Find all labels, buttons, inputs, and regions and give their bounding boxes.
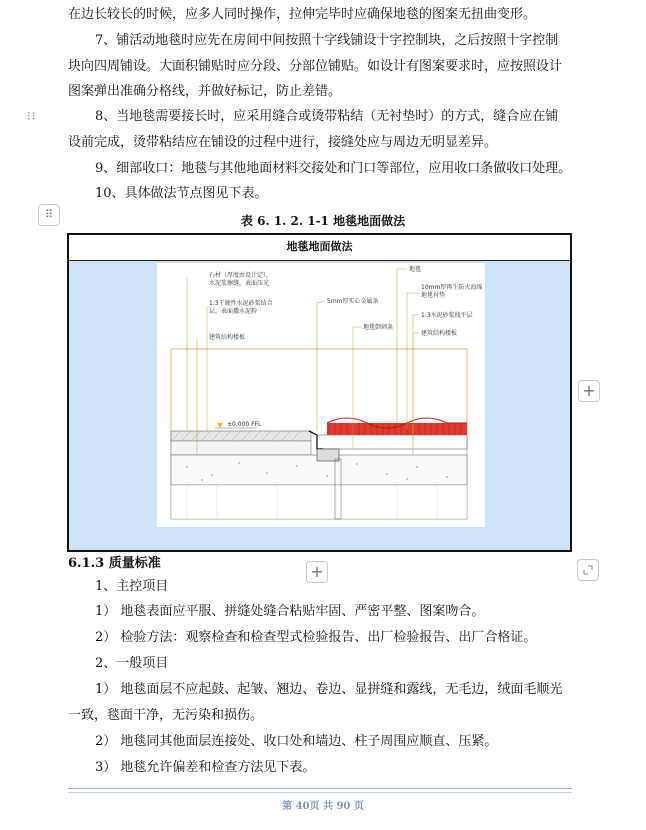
general-item-1-cont: 一致，毯面干净，无污染和损伤。 bbox=[68, 708, 264, 723]
mortar-layer bbox=[171, 441, 311, 455]
general-item-3: 3） 地毯允许偏差和检查方法见下表。 bbox=[95, 760, 316, 775]
block-grid-icon[interactable]: ⠿ bbox=[38, 204, 60, 226]
label-tack-strip: 地毯倒刺条 bbox=[363, 324, 394, 331]
general-item-2: 2） 地毯同其他面层连接处、收口处和墙边、柱子周围应顺直、压紧。 bbox=[95, 734, 498, 749]
label-mortar: 1:3干硬性水泥砂浆结合 bbox=[209, 300, 273, 307]
general-item-1: 1） 地毯面层不应起鼓、起皱、翘边、卷边、显拼缝和露线，无毛边，绒面毛顺光 bbox=[95, 682, 563, 697]
main-items-heading: 1、主控项目 bbox=[95, 579, 169, 594]
add-right-button[interactable]: + bbox=[578, 380, 600, 402]
label-pad: 10mm厚再生防火海绵 bbox=[421, 284, 483, 291]
footer-rule-2 bbox=[68, 792, 572, 793]
label-slab-left: 建筑结构楼板 bbox=[209, 334, 246, 341]
main-item-2: 2） 检验方法：观察检查和检查型式检验报告、出厂检验报告、出厂合格证。 bbox=[95, 630, 537, 645]
paragraph-continuation: 在边长较长的时候，应多人同时操作，拉伸完毕时应确保地毯的图案无扭曲变形。 bbox=[68, 7, 537, 22]
paragraph-9: 9、细部收口：地毯与其他地面材料交接处和门口等部位，应用收口条做收口处理。 bbox=[95, 161, 572, 176]
label-stone: 石材（厚度由设计定）， bbox=[209, 272, 273, 279]
paragraph-10: 10、具体做法节点图见下表。 bbox=[95, 186, 268, 201]
paragraph-8-line-2: 设前完成，烫带粘结应在铺设的过程中进行，接缝处应与周边无明显差异。 bbox=[68, 135, 498, 150]
paragraph-7-line-3: 图案弹出准确分格线，并做好标记，防止差错。 bbox=[68, 84, 342, 99]
label-mortar-2: 层，表面撒水泥粉 bbox=[209, 308, 258, 315]
stone-layer bbox=[171, 431, 311, 441]
floor-section-diagram bbox=[157, 263, 485, 527]
table-caption: 表 6. 1. 2. 1-1 地毯地面做法 bbox=[240, 214, 406, 228]
main-item-1: 1） 地毯表面应平服、拼缝处缝合粘贴牢固、严密平整、图案吻合。 bbox=[95, 604, 485, 619]
carpet-red bbox=[327, 423, 467, 435]
ffl-label: ±0.000 FFL bbox=[227, 421, 262, 428]
resize-corner-icon[interactable] bbox=[577, 559, 599, 581]
general-items-heading: 2、一般项目 bbox=[95, 656, 169, 671]
page-number: 第 40页 共 90 页 bbox=[282, 801, 364, 812]
label-metal-strip: 5mm厚实心金属条 bbox=[327, 298, 379, 305]
label-leveling: 1:3水泥砂浆找平层 bbox=[421, 312, 473, 319]
lower-slab bbox=[171, 485, 467, 519]
label-carpet: 地毯 bbox=[409, 266, 422, 273]
paragraph-8-line-1: 8、当地毯需要接长时，应采用缝合或烫带粘结（无衬垫时）的方式，缝合应在铺 bbox=[95, 109, 559, 124]
label-slab-right: 建筑结构楼板 bbox=[421, 330, 458, 337]
paragraph-7-line-1: 7、铺活动地毯时应先在房间中间按照十字线铺设十字控制块，之后按照十字控制 bbox=[95, 33, 559, 48]
floor-detail-drawing bbox=[157, 263, 485, 527]
table-header: 地毯地面做法 bbox=[69, 235, 570, 261]
label-stone-2: 水泥浆擦缝，表面压光 bbox=[209, 280, 270, 287]
drag-handle-icon[interactable]: ⁝⁝ bbox=[27, 109, 37, 123]
footer-rule bbox=[68, 788, 572, 789]
detail-table bbox=[67, 233, 572, 552]
paragraph-7-line-2: 块向四周铺设。大面积铺贴时应分段、分部位铺贴。如设计有图案要求时，应按照设计 bbox=[68, 59, 563, 74]
label-pad-2: 地毯衬垫 bbox=[421, 292, 446, 299]
add-below-button[interactable]: + bbox=[306, 561, 328, 583]
leveling-layer bbox=[317, 435, 467, 449]
section-title: 6.1.3 质量标准 bbox=[68, 556, 161, 571]
